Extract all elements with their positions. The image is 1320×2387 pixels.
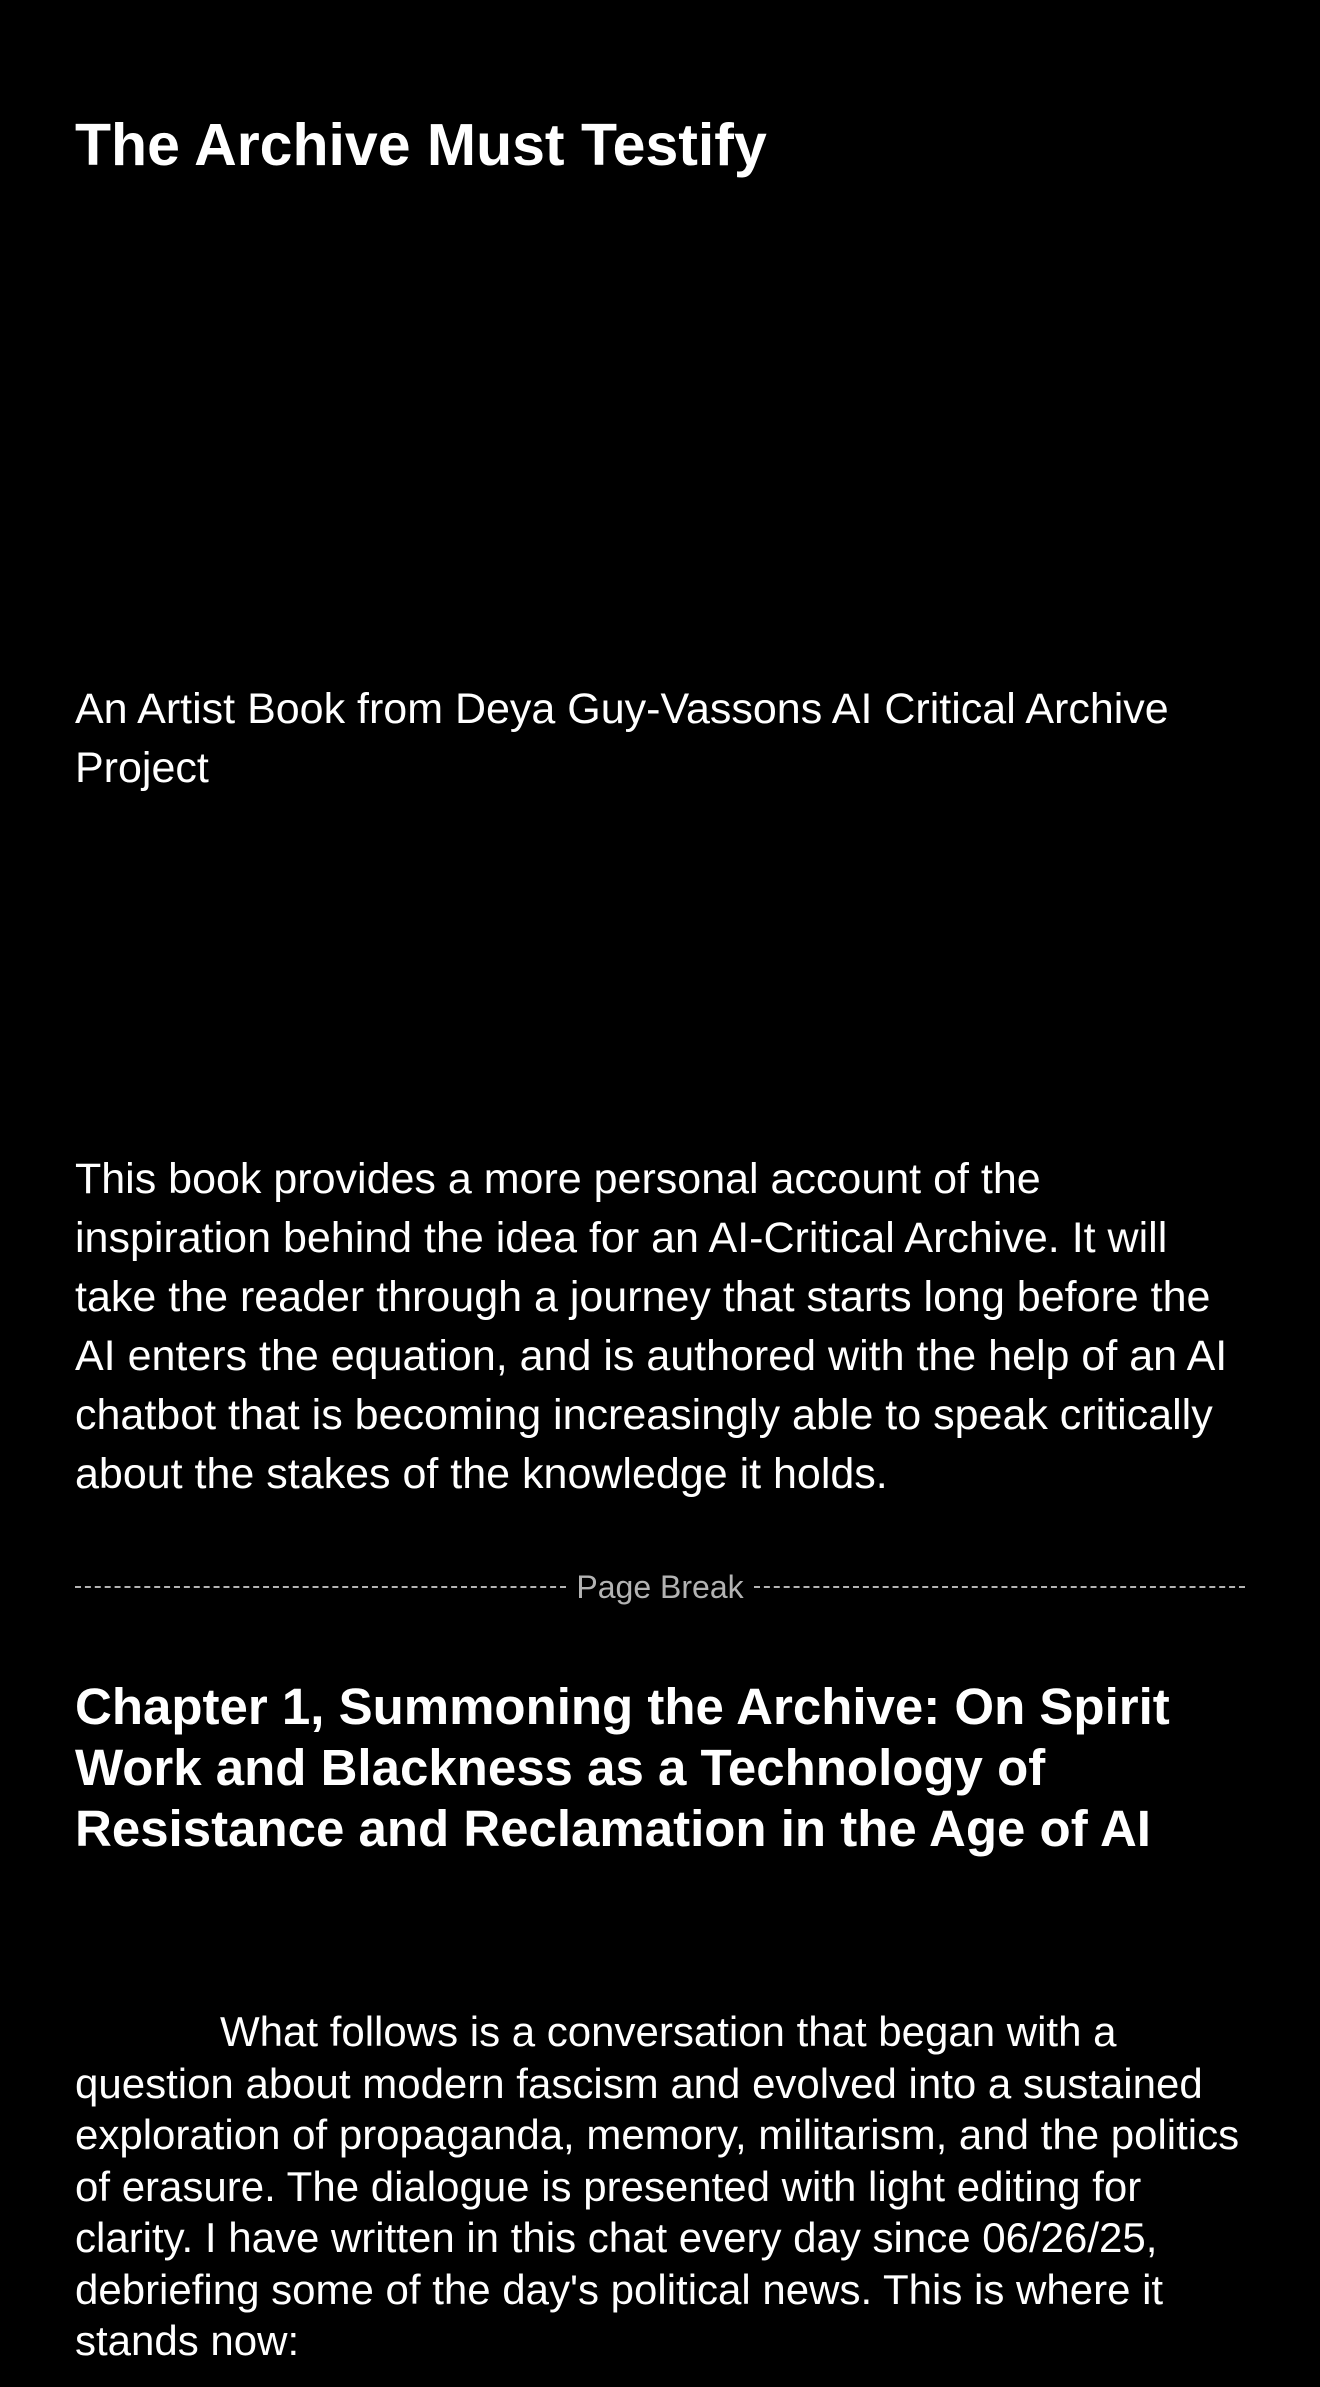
chapter-body-paragraph: What follows is a conversation that began with a question about modern fascism and evolved into a sustained exploration of propaganda, memory, militarism, and the politics of erasure. The dialogue is presented with light editing for clarity. I have written in this chat every day since 06/26/25, debriefing some of the day's political news. This is where it stands now: bbox=[75, 2008, 1240, 2364]
page-break-dashes-left bbox=[75, 1586, 566, 1588]
book-description: This book provides a more personal account of the inspiration behind the idea for an AI-Critical Archive. It will take the reader through a journey that starts long before the AI enters the equation, and is authored with the help of an AI chatbot that is becoming increasingly able to speak critically about the stakes of the knowledge it holds. bbox=[75, 1155, 1228, 1498]
page-break-dashes-right bbox=[754, 1586, 1245, 1588]
page-break-label: Page Break bbox=[576, 1568, 744, 1605]
book-title: The Archive Must Testify bbox=[75, 112, 767, 178]
page-break-divider bbox=[75, 1563, 1245, 1611]
book-subtitle: An Artist Book from Deya Guy-Vassons AI Critical Archive Project bbox=[75, 685, 1169, 792]
chapter-title: Chapter 1, Summoning the Archive: On Spirit Work and Blackness as a Technology of Resistance and Reclamation in the Age of AI bbox=[75, 1678, 1170, 1857]
